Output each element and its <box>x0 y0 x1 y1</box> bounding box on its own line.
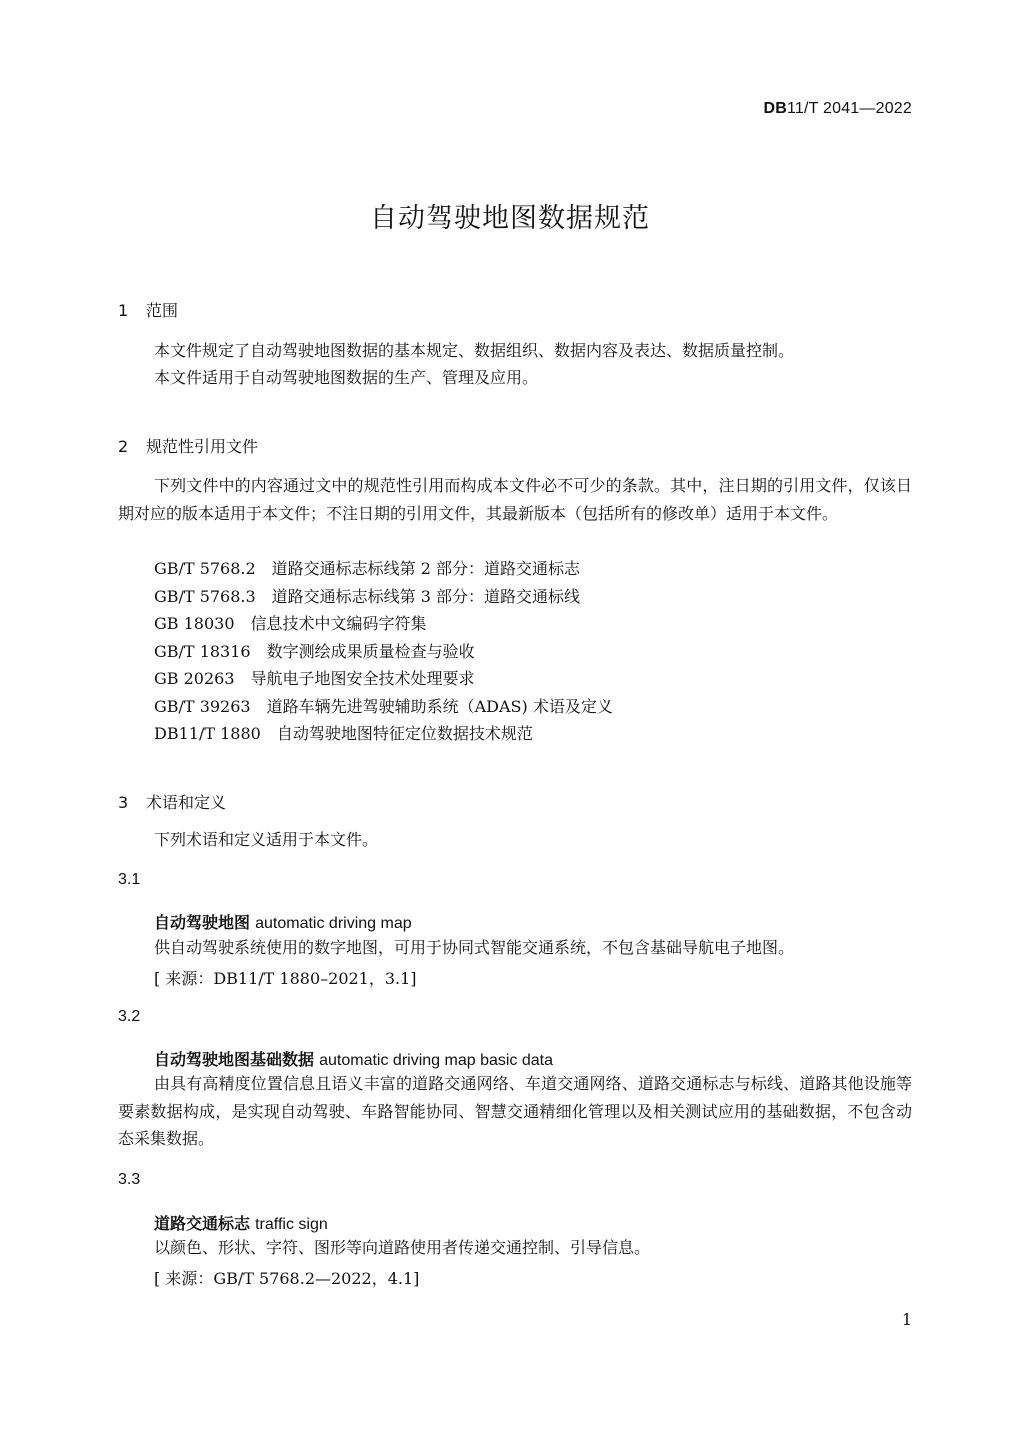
page-number: 1 <box>901 1310 912 1329</box>
reference-title: 信息技术中文编码字符集 <box>250 614 427 633</box>
normative-references-list <box>154 555 613 748</box>
reference-code: GB 20263 <box>154 669 235 688</box>
term-chinese: 道路交通标志 <box>154 1214 251 1233</box>
reference-title: 道路车辆先进驾驶辅助系统（ADAS) 术语及定义 <box>266 696 613 716</box>
term-chinese: 自动驾驶地图 <box>154 913 251 932</box>
reference-code: DB11/T 1880 <box>154 724 261 743</box>
term-english: automatic driving map basic data <box>319 1052 554 1069</box>
term-definition: 由具有高精度位置信息且语义丰富的道路交通网络、车道交通网络、道路交通标志与标线、道路其他设施等要素数据构成，是实现自动驾驶、车路智能协同、智慧交通精细化管理以及相关测试应用的基础数据，不包含动态采集数据。 <box>118 1074 912 1148</box>
section-title: 术语和定义 <box>146 793 227 812</box>
section-3-heading <box>118 790 226 813</box>
term-heading <box>154 1047 553 1070</box>
reference-title: 导航电子地图安全技术处理要求 <box>250 669 475 688</box>
reference-item <box>154 610 613 638</box>
section-2-heading <box>118 434 258 457</box>
term-english: traffic sign <box>255 1216 328 1233</box>
reference-code: GB 18030 <box>154 614 235 633</box>
term-heading <box>154 910 412 933</box>
reference-item <box>154 555 613 583</box>
reference-code: GB/T 5768.2 <box>154 559 256 578</box>
reference-code: GB/T 18316 <box>154 641 251 661</box>
term-definition: 供自动驾驶系统使用的数字地图，可用于协同式智能交通系统，不包含基础导航电子地图。 <box>154 938 795 957</box>
reference-item <box>154 693 613 721</box>
section-3-intro: 下列术语和定义适用于本文件。 <box>154 830 379 849</box>
document-title: 自动驾驶地图数据规范 <box>370 203 650 234</box>
term-source: [ 来源：DB11/T 1880–2021，3.1] <box>154 969 417 988</box>
reference-title: 道路交通标志标线第 2 部分：道路交通标志 <box>271 559 581 578</box>
section-title: 范围 <box>146 301 179 320</box>
term-english: automatic driving map <box>255 915 412 932</box>
section-2-intro: 下列文件中的内容通过文中的规范性引用而构成本文件必不可少的条款。其中，注日期的引用文件，仅该日期对应的版本适用于本文件；不注日期的引用文件，其最新版本（包括所有的修改单）适用于本文件。 <box>118 476 912 523</box>
term-heading <box>154 1211 328 1234</box>
section-1-paragraph-2: 本文件适用于自动驾驶地图数据的生产、管理及应用。 <box>154 368 539 387</box>
reference-item <box>154 638 613 666</box>
section-number: 2 <box>118 437 129 456</box>
reference-item <box>154 665 613 693</box>
term-definition: 以颜色、形状、字符、图形等向道路使用者传递交通控制、引导信息。 <box>154 1238 651 1257</box>
reference-code: GB/T 5768.3 <box>154 586 256 606</box>
standard-code <box>764 100 913 118</box>
reference-code: GB/T 39263 <box>154 696 251 716</box>
reference-title: 自动驾驶地图特征定位数据技术规范 <box>276 724 533 743</box>
reference-item <box>154 583 613 611</box>
clause-number: 3.1 <box>118 871 141 888</box>
standard-code-number: 11/T 2041—2022 <box>787 100 912 117</box>
clause-number: 3.2 <box>118 1008 141 1025</box>
section-1-paragraph-1: 本文件规定了自动驾驶地图数据的基本规定、数据组织、数据内容及表达、数据质量控制。 <box>154 341 795 360</box>
section-number: 1 <box>118 301 129 320</box>
standard-code-prefix: DB <box>763 100 788 117</box>
term-source: [ 来源：GB/T 5768.2—2022，4.1] <box>154 1269 420 1288</box>
term-chinese: 自动驾驶地图基础数据 <box>154 1050 315 1069</box>
section-number: 3 <box>118 793 129 812</box>
reference-title: 数字测绘成果质量检查与验收 <box>266 641 475 661</box>
section-title: 规范性引用文件 <box>146 437 259 456</box>
clause-number: 3.3 <box>118 1171 141 1188</box>
section-1-heading <box>118 298 178 321</box>
reference-item <box>154 720 613 748</box>
reference-title: 道路交通标志标线第 3 部分：道路交通标线 <box>271 586 581 606</box>
